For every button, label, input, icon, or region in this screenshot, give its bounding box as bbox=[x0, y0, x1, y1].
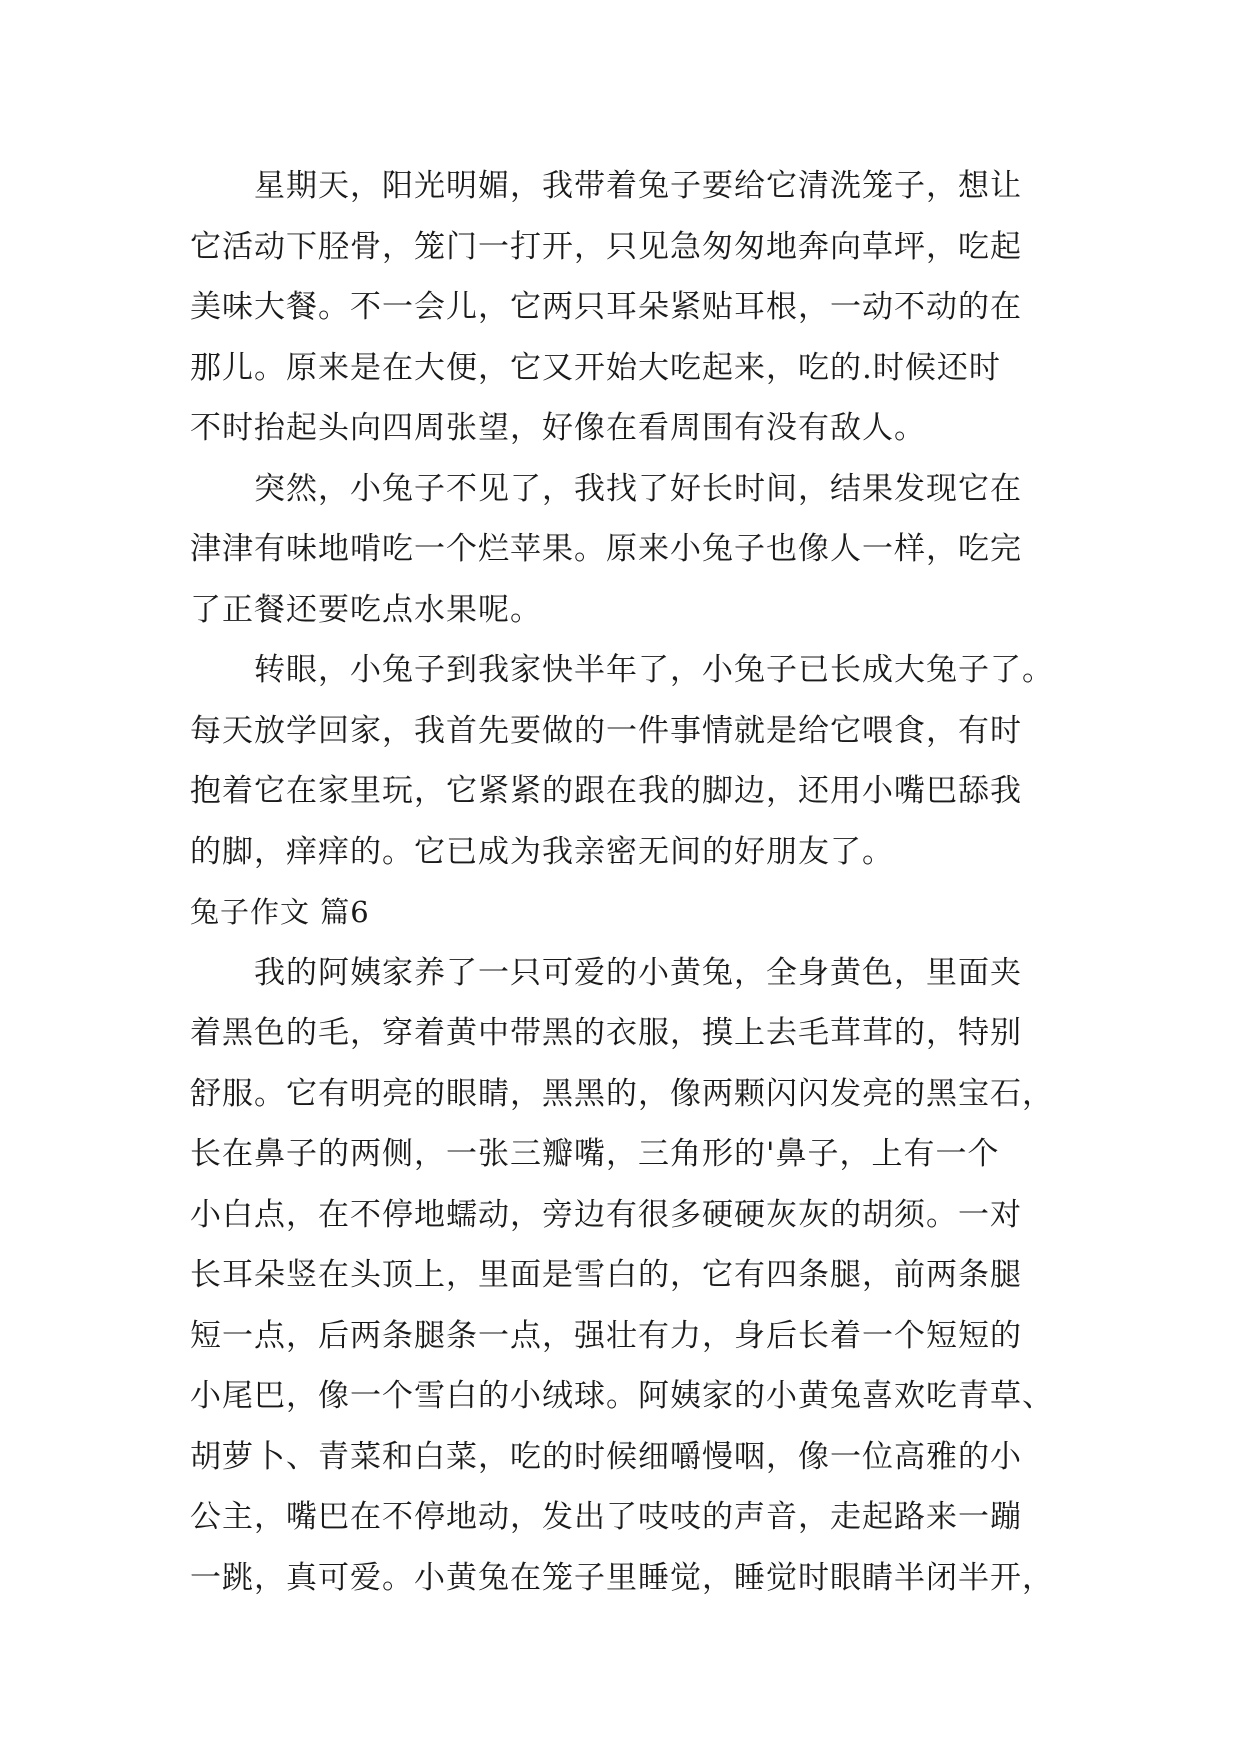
paragraph-line-21: 小尾巴，像一个雪白的小绒球。阿姨家的小黄兔喜欢吃青草、 bbox=[190, 1378, 1054, 1414]
paragraph-line-9: 转眼，小兔子到我家快半年了，小兔子已长成大兔子了。 bbox=[190, 652, 1054, 688]
paragraph-line-3: 美味大餐。不一会儿，它两只耳朵紧贴耳根，一动不动的在 bbox=[190, 289, 1022, 325]
paragraph-line-24: 一跳，真可爱。小黄兔在笼子里睡觉，睡觉时眼睛半闭半开， bbox=[190, 1559, 1054, 1596]
paragraph-line-14: 我的阿姨家养了一只可爱的小黄兔，全身黄色，里面夹 bbox=[190, 954, 1022, 991]
paragraph-line-20: 短一点，后两条腿条一点，强壮有力，身后长着一个短短的 bbox=[190, 1317, 1022, 1354]
paragraph-line-5: 不时抬起头向四周张望，好像在看周围有没有敌人。 bbox=[190, 410, 926, 446]
paragraph-line-2: 它活动下胫骨，笼门一打开，只见急匆匆地奔向草坪，吃起 bbox=[190, 228, 1022, 265]
section-heading: 兔子作文 篇6 bbox=[190, 895, 370, 929]
paragraph-line-22: 胡萝卜、青菜和白菜，吃的时候细嚼慢咽，像一位高雅的小 bbox=[190, 1438, 1022, 1475]
paragraph-line-11: 抱着它在家里玩，它紧紧的跟在我的脚边，还用小嘴巴舔我 bbox=[190, 773, 1022, 809]
paragraph-line-19: 长耳朵竖在头顶上，里面是雪白的，它有四条腿，前两条腿 bbox=[190, 1257, 1022, 1293]
paragraph-line-17: 长在鼻子的两侧，一张三瓣嘴，三角形的'鼻子，上有一个 bbox=[190, 1136, 1000, 1172]
paragraph-line-12: 的脚，痒痒的。它已成为我亲密无间的好朋友了。 bbox=[190, 833, 894, 870]
paragraph-line-10: 每天放学回家，我首先要做的一件事情就是给它喂食，有时 bbox=[190, 712, 1022, 749]
document-page bbox=[190, 156, 1056, 1608]
paragraph-line-1: 星期天，阳光明媚，我带着兔子要给它清洗笼子，想让 bbox=[190, 168, 1022, 204]
paragraph-line-8: 了正餐还要吃点水果呢。 bbox=[190, 591, 542, 628]
paragraph-line-16: 舒服。它有明亮的眼睛，黑黑的，像两颗闪闪发亮的黑宝石， bbox=[190, 1075, 1054, 1112]
paragraph-line-15: 着黑色的毛，穿着黄中带黑的衣服，摸上去毛茸茸的，特别 bbox=[190, 1015, 1022, 1051]
paragraph-line-6: 突然，小兔子不见了，我找了好长时间，结果发现它在 bbox=[190, 470, 1022, 507]
paragraph-line-18: 小白点，在不停地蠕动，旁边有很多硬硬灰灰的胡须。一对 bbox=[190, 1196, 1022, 1233]
paragraph-line-23: 公主，嘴巴在不停地动，发出了吱吱的声音，走起路来一蹦 bbox=[190, 1499, 1022, 1535]
paragraph-line-7: 津津有味地啃吃一个烂苹果。原来小兔子也像人一样，吃完 bbox=[190, 531, 1022, 567]
paragraph-line-4: 那儿。原来是在大便，它又开始大吃起来，吃的.时候还时 bbox=[190, 349, 1001, 386]
